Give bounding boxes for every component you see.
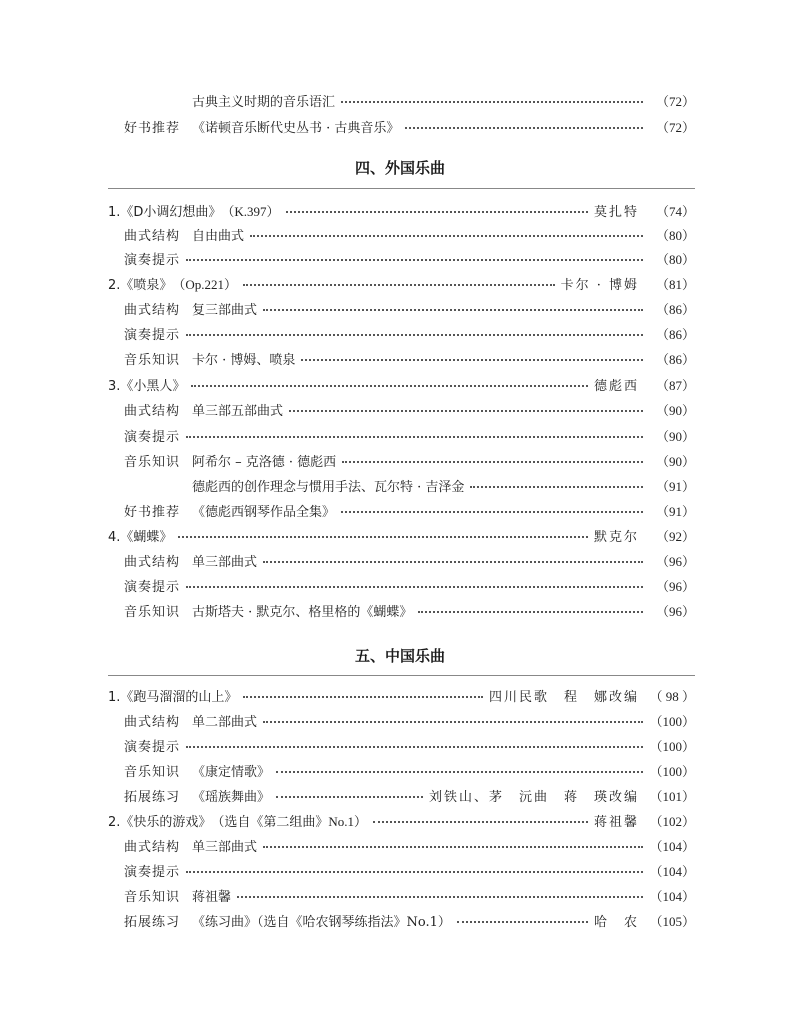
page-number: （80）	[655, 227, 695, 243]
composer: 刘铁山、茅 沅曲 蒋 瑛改编	[428, 789, 639, 805]
page-number: （74）	[655, 203, 695, 219]
toc-entry	[124, 783, 695, 807]
leader-dots	[301, 359, 643, 361]
toc-entry	[124, 346, 695, 370]
page-number: （96）	[655, 603, 695, 619]
entry-label: 曲式结构	[124, 839, 181, 855]
leader-dots	[186, 586, 643, 588]
entry-label: 音乐知识	[124, 889, 181, 905]
leader-dots	[373, 821, 588, 823]
section-heading: 四、外国乐曲	[354, 159, 445, 177]
entry-label: 好书推荐	[124, 504, 181, 520]
piece-opus: （选自《第二组曲》No.1）	[211, 813, 368, 829]
toc-entry	[108, 683, 695, 707]
entry-subtitle: 单三部五部曲式	[192, 403, 284, 419]
entry-label: 演奏提示	[124, 252, 181, 268]
leader-dots	[250, 235, 643, 237]
entry-subtitle: 蒋祖馨	[192, 889, 232, 905]
page-number: （104）	[649, 838, 695, 854]
toc-entry	[124, 114, 695, 138]
toc-entry	[124, 908, 695, 932]
toc-entry	[124, 397, 695, 421]
entry-label: 演奏提示	[124, 864, 181, 880]
section-divider	[108, 188, 695, 189]
entry-label: 音乐知识	[124, 764, 181, 780]
leader-dots	[186, 871, 643, 873]
page-number: （102）	[649, 813, 695, 829]
leader-dots	[342, 461, 643, 463]
leader-dots	[191, 385, 588, 387]
entry-subtitle: 卡尔 · 博姆、喷泉	[192, 352, 296, 368]
toc-entry	[124, 296, 695, 320]
leader-dots	[178, 536, 588, 538]
page-number: （104）	[649, 863, 695, 879]
page-number: （91）	[655, 478, 695, 494]
leader-dots	[457, 921, 588, 923]
page-number: （86）	[655, 351, 695, 367]
composer: 卡尔 · 博姆	[560, 277, 639, 293]
composer: 默克尔	[593, 529, 639, 545]
entry-label: 音乐知识	[124, 454, 181, 470]
entry-subtitle: 《诺顿音乐断代史丛书 · 古典音乐》	[192, 120, 400, 136]
entry-subtitle: 复三部曲式	[192, 302, 258, 318]
entry-subtitle: 单三部曲式	[192, 554, 258, 570]
piece-title: 1.《D小调幻想曲》	[108, 204, 222, 220]
toc-entry	[108, 198, 695, 222]
leader-dots	[186, 334, 643, 336]
entry-subtitle: 阿希尔 – 克洛德 · 德彪西	[192, 454, 337, 470]
piece-opus: （K.397）	[221, 203, 280, 219]
toc-entry	[124, 758, 695, 782]
toc-entry	[124, 222, 695, 246]
page-number: （72）	[655, 119, 695, 135]
entry-label: 曲式结构	[124, 554, 181, 570]
entry-subtitle: 《练习曲》（选自《哈农钢琴练指法》No.1）	[192, 914, 451, 930]
toc-entry	[124, 883, 695, 907]
leader-dots	[341, 101, 643, 103]
piece-title: 3.《小黑人》	[108, 378, 186, 394]
leader-dots	[186, 436, 643, 438]
entry-subtitle: 德彪西的创作理念与惯用手法、瓦尔特 · 吉泽金	[192, 479, 465, 495]
entry-label: 拓展练习	[124, 789, 181, 805]
page-number: （80）	[655, 251, 695, 267]
toc-entry	[192, 88, 695, 112]
composer: 蒋祖馨	[593, 814, 639, 830]
toc-entry	[124, 321, 695, 345]
toc-entry	[124, 423, 695, 447]
page-number: （96）	[655, 553, 695, 569]
page-number: （96）	[655, 578, 695, 594]
leader-dots	[186, 746, 643, 748]
leader-dots	[286, 211, 588, 213]
toc-entry	[124, 708, 695, 732]
toc-entry	[124, 733, 695, 757]
page-number: （72）	[655, 93, 695, 109]
leader-dots	[263, 846, 643, 848]
toc-entry	[124, 858, 695, 882]
entry-subtitle: 古斯塔夫 · 默克尔、格里格的《蝴蝶》	[192, 604, 413, 620]
composer: 德彪西	[593, 378, 639, 394]
entry-subtitle: 单二部曲式	[192, 714, 258, 730]
composer: 哈 农	[593, 914, 639, 930]
page-number: （ 98 ）	[649, 688, 695, 704]
piece-title: 2.《快乐的游戏》	[108, 814, 212, 830]
leader-dots	[405, 127, 643, 129]
page-number: （92）	[655, 528, 695, 544]
entry-label: 演奏提示	[124, 739, 181, 755]
leader-dots	[276, 771, 643, 773]
composer: 四川民歌 程 娜改编	[488, 689, 639, 705]
leader-dots	[237, 896, 643, 898]
leader-dots	[243, 696, 483, 698]
leader-dots	[276, 796, 423, 798]
page-number: （90）	[655, 428, 695, 444]
toc-entry	[124, 573, 695, 597]
page-number: （87）	[655, 377, 695, 393]
section-divider	[108, 675, 695, 676]
entry-label: 曲式结构	[124, 228, 181, 244]
leader-dots	[186, 259, 643, 261]
entry-label: 曲式结构	[124, 403, 181, 419]
entry-label: 曲式结构	[124, 302, 181, 318]
toc-entry	[124, 548, 695, 572]
page-number: （90）	[655, 402, 695, 418]
piece-title: 2.《喷泉》	[108, 277, 173, 293]
entry-subtitle: 《康定情歌》	[192, 764, 271, 780]
leader-dots	[470, 486, 643, 488]
composer: 莫扎特	[593, 204, 639, 220]
page-number: （105）	[649, 913, 695, 929]
toc-entry	[124, 598, 695, 622]
entry-subtitle: 自由曲式	[192, 228, 245, 244]
page-number: （90）	[655, 453, 695, 469]
toc-entry	[124, 246, 695, 270]
page-number: （100）	[649, 763, 695, 779]
leader-dots	[289, 410, 643, 412]
toc-entry	[108, 372, 695, 396]
toc-entry	[108, 271, 695, 295]
entry-label: 曲式结构	[124, 714, 181, 730]
leader-dots	[243, 284, 555, 286]
entry-subtitle: 古典主义时期的音乐语汇	[192, 94, 336, 110]
piece-opus: （Op.221）	[172, 276, 238, 292]
page-number: （104）	[649, 888, 695, 904]
entry-label: 演奏提示	[124, 429, 181, 445]
page-number: （100）	[649, 738, 695, 754]
leader-dots	[263, 721, 643, 723]
entry-label: 拓展练习	[124, 914, 181, 930]
page-number: （86）	[655, 301, 695, 317]
leader-dots	[263, 561, 643, 563]
toc-entry	[124, 448, 695, 472]
entry-subtitle: 《德彪西钢琴作品全集》	[192, 504, 336, 520]
toc-entry	[124, 833, 695, 857]
entry-label: 音乐知识	[124, 604, 181, 620]
toc-entry	[108, 523, 695, 547]
page-number: （81）	[655, 276, 695, 292]
leader-dots	[263, 309, 643, 311]
entry-subtitle: 《瑶族舞曲》	[192, 789, 271, 805]
entry-label: 演奏提示	[124, 327, 181, 343]
entry-label: 音乐知识	[124, 352, 181, 368]
leader-dots	[341, 511, 643, 513]
page-number: （100）	[649, 713, 695, 729]
piece-title: 4.《蝴蝶》	[108, 529, 173, 545]
leader-dots	[418, 611, 643, 613]
entry-label: 演奏提示	[124, 579, 181, 595]
page-number: （91）	[655, 503, 695, 519]
entry-label: 好书推荐	[124, 120, 181, 136]
toc-entry	[192, 473, 695, 497]
page-number: （101）	[649, 788, 695, 804]
section-heading: 五、中国乐曲	[354, 647, 445, 665]
page-number: （86）	[655, 326, 695, 342]
toc-entry	[124, 498, 695, 522]
piece-title: 1.《跑马溜溜的山上》	[108, 689, 238, 705]
entry-subtitle: 单三部曲式	[192, 839, 258, 855]
toc-entry	[108, 808, 695, 832]
